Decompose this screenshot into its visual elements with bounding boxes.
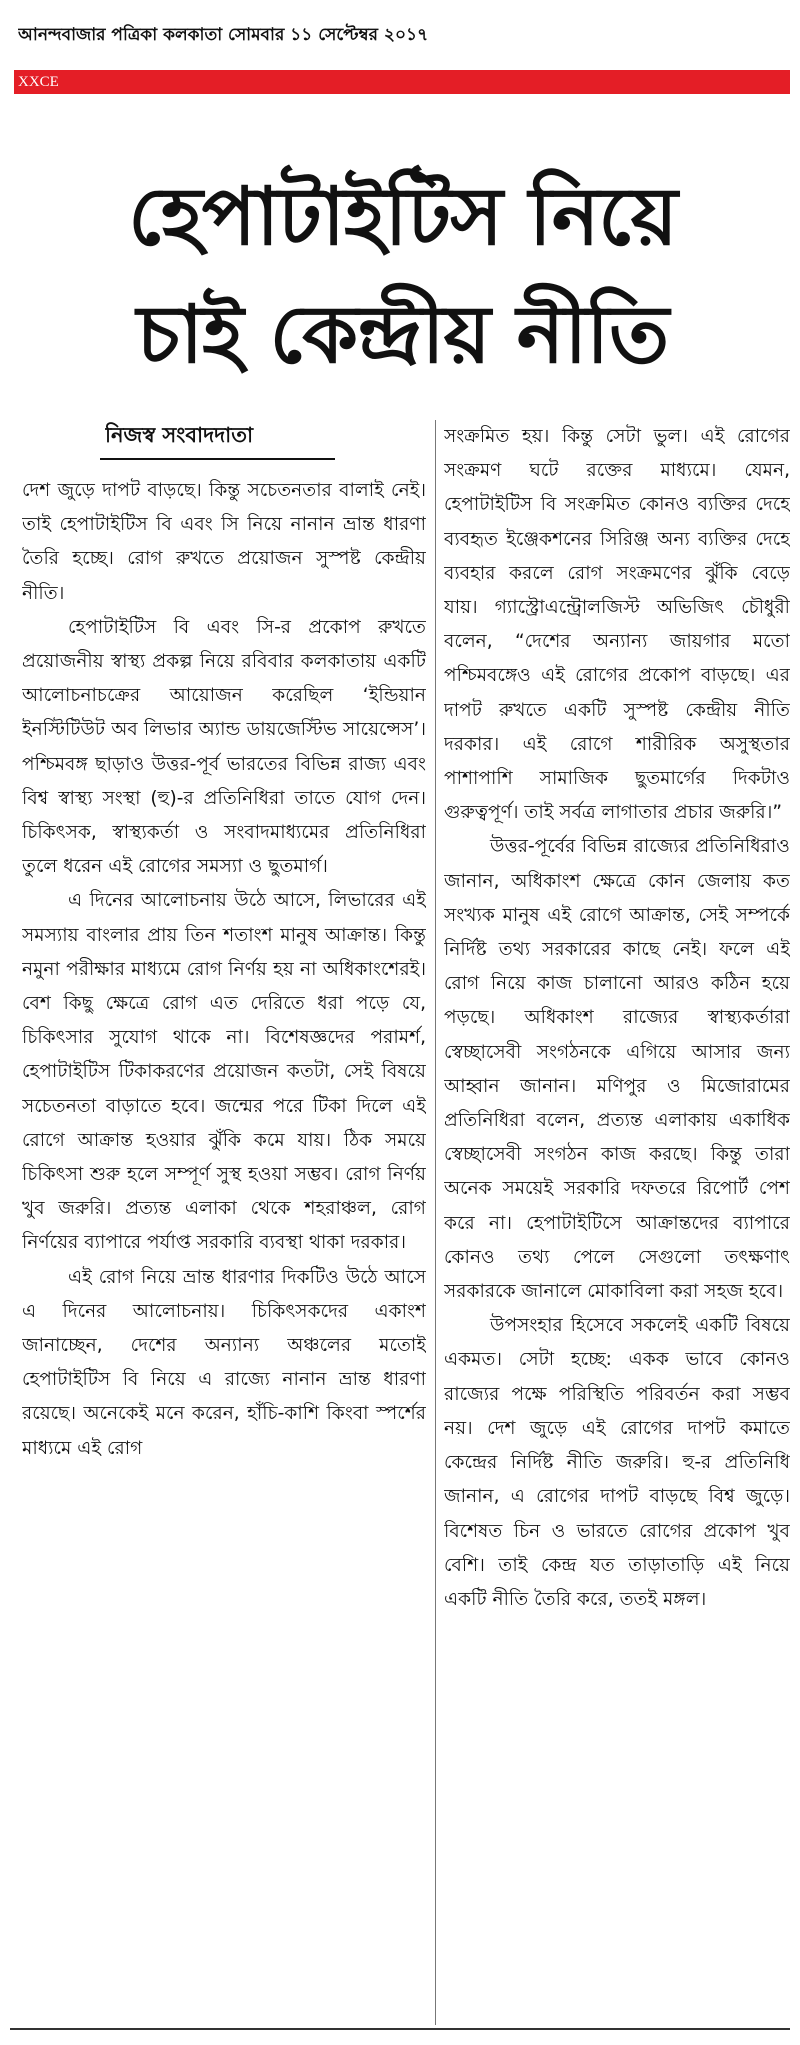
section-bar [14,70,790,94]
article-column-1 [22,474,426,2024]
article-column-2 [444,420,790,2025]
paragraph: হেপাটাইটিস বি এবং সি-র প্রকোপ রুখতে প্রয়োজনীয় স্বাস্থ্য প্রকল্প নিয়ে রবিবার কলকাতায় একটি আলোচনাচক্রের আয়োজন করেছিল ‘ইন্ডিয়ান ইনস্টিটিউট অব লিভার অ্যান্ড ডায়জেস্টিভ সায়েন্সেস’। পশ্চিমবঙ্গ ছাড়াও উত্তর-পূর্ব ভারতের বিভিন্ন রাজ্য এবং বিশ্ব স্বাস্থ্য সংস্থা (হু)-র প্রতিনিধিরা তাতে যোগ দেন। চিকিৎসক, স্বাস্থ্যকর্তা ও সংবাদমাধ্যমের প্রতিনিধিরা তুলে ধরেন এই রোগের সমস্যা ও ছুতমার্গ। [22,616,426,878]
headline-line-2: চাই কেন্দ্রীয় নীতি [136,288,669,381]
headline-line-1: হেপাটাইটিস নিয়ে [128,170,677,263]
paper-name: আনন্দবাজার পত্রিকা [18,25,158,45]
bottom-rule [10,2028,790,2030]
paragraph: সংক্রমিত হয়। কিন্তু সেটা ভুল। এই রোগের সংক্রমণ ঘটে রক্তের মাধ্যমে। যেমন, হেপাটাইটিস বি সংক্রমিত কোনও ব্যক্তির দেহে ব্যবহৃত ইঞ্জেকশনের সিরিঞ্জ অন্য ব্যক্তির দেহে ব্যবহার করলে রোগ সংক্রমণের ঝুঁকি বেড়ে যায়। গ্যাস্ট্রোএন্ট্রোলজিস্ট অভিজিৎ চৌধুরী বলেন, “দেশের অন্যান্য জায়গার মতো পশ্চিমবঙ্গেও এই রোগের প্রকোপ বাড়ছে। এর দাপট রুখতে একটি সুস্পষ্ট কেন্দ্রীয় নীতি দরকার। এই রোগে শারীরিক অসুস্থতার পাশাপাশি সামাজিক ছুতমার্গের দিকটাও গুরুত্বপূর্ণ। তাই সর্বত্র লাগাতার প্রচার জরুরি।” [444,426,790,824]
section-code: XXCE [18,74,59,90]
headline [10,158,795,408]
paragraph: এ দিনের আলোচনায় উঠে আসে, লিভারের এই সমস্যায় বাংলার প্রায় তিন শতাংশ মানুষ আক্রান্ত। কিন্তু নমুনা পরীক্ষার মাধ্যমে রোগ নির্ণয় হয় না অধিকাংশেরই। বেশ কিছু ক্ষেত্রে রোগ এত দেরিতে ধরা পড়ে যে, চিকিৎসার সুযোগ থাকে না। বিশেষজ্ঞদের পরামর্শ, হেপাটাইটিস টিকাকরণের প্রয়োজন কতটা, সেই বিষয়ে সচেতনতা বাড়াতে হবে। জন্মের পরে টিকা দিলে এই রোগে আক্রান্ত হওয়ার ঝুঁকি কমে যায়। ঠিক সময়ে চিকিৎসা শুরু হলে সম্পূর্ণ সুস্থ হওয়া সম্ভব। রোগ নির্ণয় খুব জরুরি। প্রত্যন্ত এলাকা থেকে শহরাঞ্চল, রোগ নির্ণয়ের ব্যাপারে পর্যাপ্ত সরকারি ব্যবস্থা থাকা দরকার। [22,890,426,1254]
dateline: কলকাতা সোমবার ১১ সেপ্টেম্বর ২০১৭ [163,25,429,45]
column-divider [435,420,436,2025]
byline-underline [100,458,335,460]
byline: নিজস্ব সংবাদদাতা [105,423,254,447]
paragraph: উত্তর-পূর্বের বিভিন্ন রাজ্যের প্রতিনিধিরাও জানান, অধিকাংশ ক্ষেত্রে কোন জেলায় কত সংখ্যক মানুষ এই রোগে আক্রান্ত, সেই সম্পর্কে নির্দিষ্ট তথ্য সরকারের কাছে নেই। ফলে এই রোগ নিয়ে কাজ চালানো আরও কঠিন হয়ে পড়ছে। অধিকাংশ রাজ্যের স্বাস্থ্যকর্তারা স্বেচ্ছাসেবী সংগঠনকে এগিয়ে আসার জন্য আহ্বান জানান। মণিপুর ও মিজোরামের প্রতিনিধিরা বলেন, প্রত্যন্ত এলাকায় একাধিক স্বেচ্ছাসেবী সংগঠন কাজ করছে। কিন্তু তারা অনেক সময়েই সরকারি দফতরে রিপোর্ট পেশ করে না। হেপাটাইটিসে আক্রান্তদের ব্যাপারে কোনও তথ্য পেলে সেগুলো তৎক্ষণাৎ সরকারকে জানালে মোকাবিলা করা সহজ হবে। [444,836,790,1303]
paragraph: উপসংহার হিসেবে সকলেই একটি বিষয়ে একমত। সেটা হচ্ছে: একক ভাবে কোনও রাজ্যের পক্ষে পরিস্থিতি পরিবর্তন করা সম্ভব নয়। দেশ জুড়ে এই রোগের দাপট কমাতে কেন্দ্রের নির্দিষ্ট নীতি জরুরি। হু-র প্রতিনিধি জানান, এ রোগের দাপট বাড়ছে বিশ্ব জুড়ে। বিশেষত চিন ও ভারতে রোগের প্রকোপ খুব বেশি। তাই কেন্দ্র যত তাড়াতাড়ি এই নিয়ে একটি নীতি তৈরি করে, ততই মঙ্গল। [444,1315,790,1610]
paragraph: এই রোগ নিয়ে ভ্রান্ত ধারণার দিকটিও উঠে আসে এ দিনের আলোচনায়। চিকিৎসকদের একাংশ জানাচ্ছেন, দেশের অন্যান্য অঞ্চলের মতোই হেপাটাইটিস বি নিয়ে এ রাজ্যে নানান ভ্রান্ত ধারণা রয়েছে। অনেকেই মনে করেন, হাঁচি-কাশি কিংবা স্পর্শের মাধ্যমে এই রোগ [22,1266,426,1459]
masthead [18,22,788,56]
paragraph: দেশ জুড়ে দাপট বাড়ছে। কিন্তু সচেতনতার বালাই নেই। তাই হেপাটাইটিস বি এবং সি নিয়ে নানান ভ্রান্ত ধারণা তৈরি হচ্ছে। রোগ রুখতে প্রয়োজন সুস্পষ্ট কেন্দ্রীয় নীতি। [22,480,426,604]
